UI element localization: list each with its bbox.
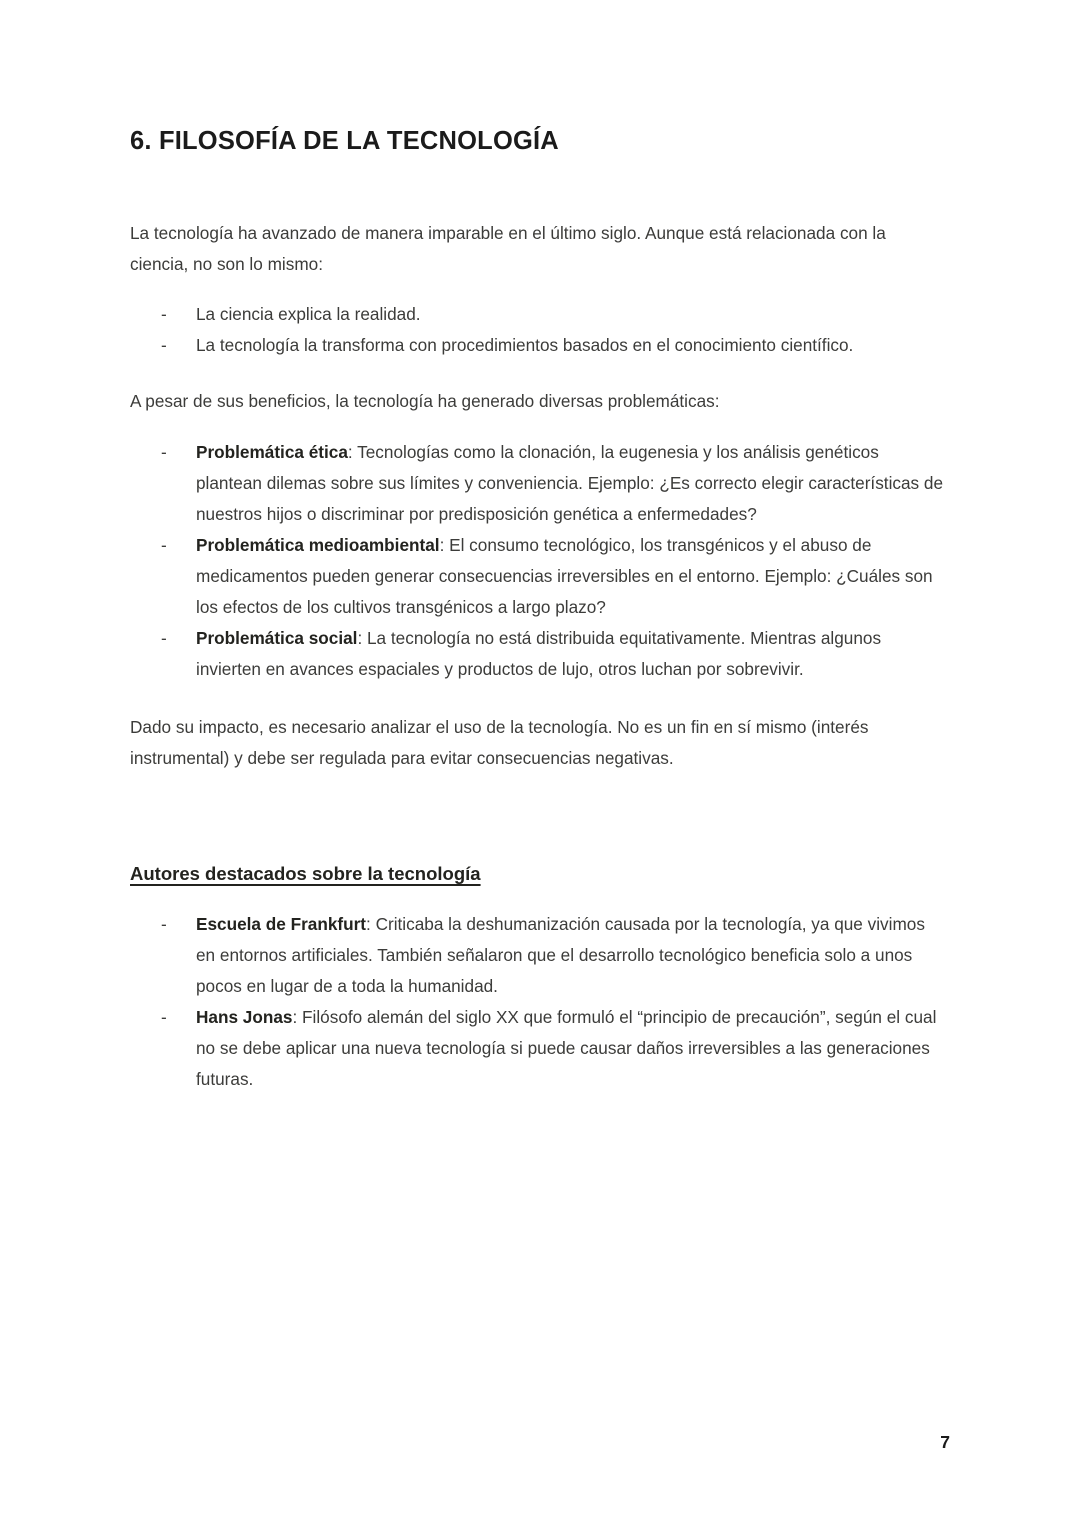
list-item-text: : La tecnología no está distribuida equitativamente. Mientras algunos invierten en avances espaciales y productos de lujo, otros luchan por sobrevivir. [196, 627, 882, 679]
list-item [130, 1002, 948, 1095]
dash-bullet-icon: - [161, 913, 167, 934]
list-item [130, 330, 948, 361]
list-item-term: Problemática ética [196, 441, 348, 462]
list-item [130, 437, 948, 530]
list-item [130, 909, 948, 1002]
dash-bullet-icon: - [161, 441, 167, 462]
list-item-text: : El consumo tecnológico, los transgénicos y el abuso de medicamentos pueden generar consecuencias irreversibles en el entorno. Ejemplo: ¿Cuáles son los efectos de los cultivos transgénicos a largo plazo? [196, 534, 933, 617]
conclusion-paragraph: Dado su impacto, es necesario analizar el uso de la tecnología. No es un fin en sí mismo (interés instrumental) y debe ser regulada para evitar consecuencias negativas. [130, 716, 869, 768]
list-item-text: : Tecnologías como la clonación, la eugenesia y los análisis genéticos plantean dilemas sobre sus límites y conveniencia. Ejemplo: ¿Es correcto elegir características de nuestros hijos o discriminar por predisposición genética a enfermedades? [196, 441, 944, 524]
science-tech-list [130, 280, 948, 361]
list-item [130, 299, 948, 330]
dash-bullet-icon: - [161, 334, 167, 355]
authors-list [130, 886, 948, 1095]
list-item-text: : Filósofo alemán del siglo XX que formuló el “principio de precaución”, según el cual no se debe aplicar una nueva tecnología si puede causar daños irreversibles a las generaciones futuras. [196, 1006, 937, 1089]
list-item-term: Hans Jonas [196, 1006, 293, 1027]
dash-bullet-icon: - [161, 534, 167, 555]
problems-intro-paragraph: A pesar de sus beneficios, la tecnología ha generado diversas problemáticas: [130, 390, 720, 411]
list-item-term: Problemática medioambiental [196, 534, 440, 555]
page-title: 6. FILOSOFÍA DE LA TECNOLOGÍA [130, 127, 559, 155]
list-item [130, 530, 948, 623]
page-content [130, 0, 948, 1095]
dash-bullet-icon: - [161, 1006, 167, 1027]
list-item-term: Escuela de Frankfurt [196, 913, 367, 934]
list-item-text: : Criticaba la deshumanización causada por la tecnología, ya que vivimos en entornos artificiales. También señalaron que el desarrollo tecnológico beneficia solo a unos pocos en lugar de a toda la humanidad. [196, 913, 925, 996]
dash-bullet-icon: - [161, 627, 167, 648]
authors-section-heading: Autores destacados sobre la tecnología [130, 862, 481, 884]
list-item-text: La ciencia explica la realidad. [196, 303, 421, 324]
page-number: 7 [940, 1432, 950, 1452]
list-item-text: La tecnología la transforma con procedimientos basados en el conocimiento científico. [196, 334, 854, 355]
dash-bullet-icon: - [161, 303, 167, 324]
problems-list [130, 417, 948, 685]
list-item-term: Problemática social [196, 627, 358, 648]
intro-paragraph: La tecnología ha avanzado de manera imparable en el último siglo. Aunque está relacionada con la ciencia, no son lo mismo: [130, 222, 886, 274]
list-item [130, 623, 948, 685]
